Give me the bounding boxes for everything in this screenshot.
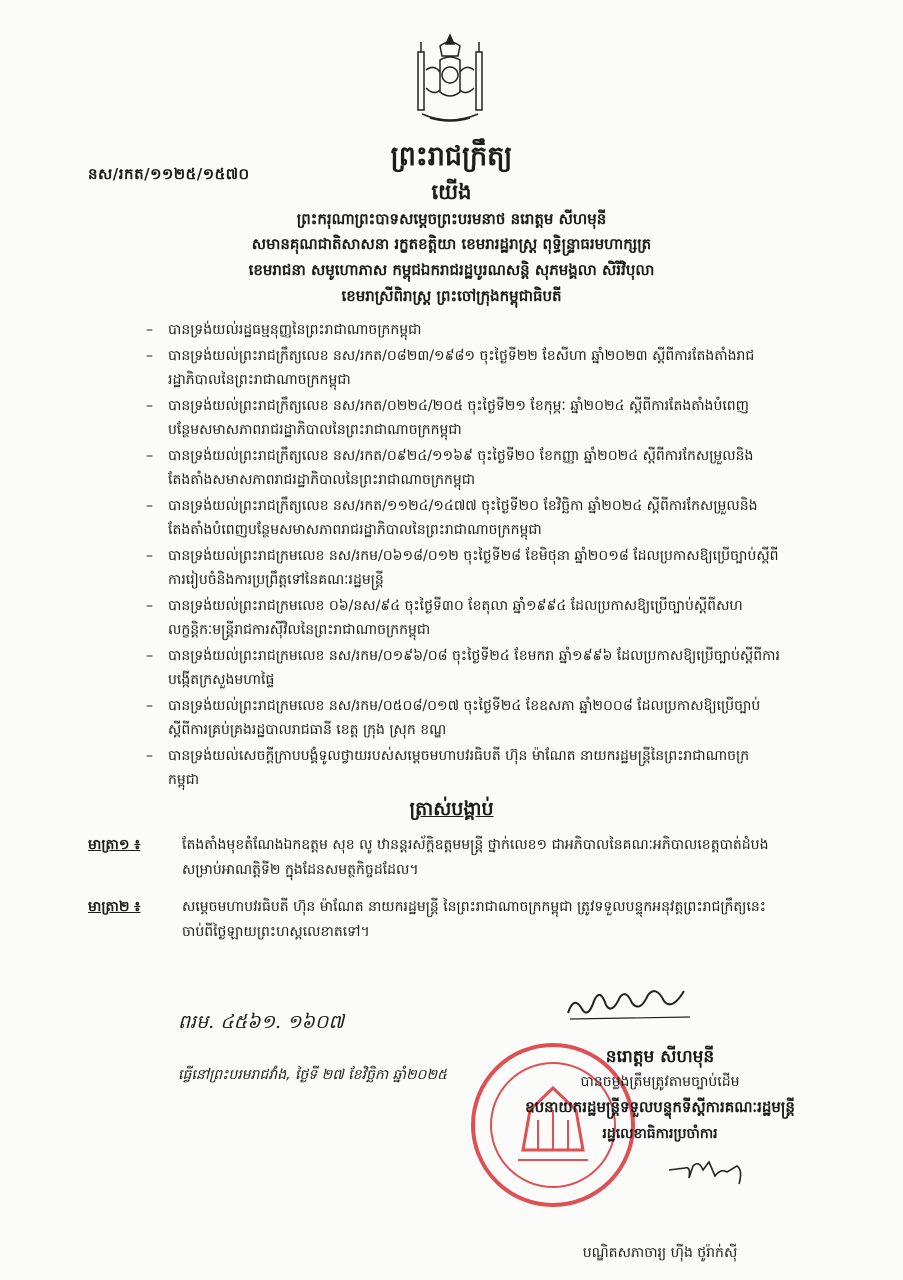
article-text: តែងតាំងមុខតំណែងឯកឧត្តម សុខ លូ ឋានន្តរស័ក្តិឧត្តមមន្ត្រី ថ្នាក់លេខ១ ជាអភិបាលនៃគណៈអភិបាលខេត្តបាត់ដំបង សម្រាប់អាណត្តិទី២ ក្នុងដែនសមត្ថកិច្ចដដែល។ [182, 837, 769, 878]
king-name: នរោត្តម សីហមុនី [605, 1047, 715, 1067]
preamble-item: – បានទ្រង់យល់ព្រះរាជក្រឹត្យលេខ នស/រកត/០២២៤/២០៥ ចុះថ្ងៃទី២១ ខែកុម្ភៈ ឆ្នាំ២០២៤ ស្តីពីការតែងតាំងបំពេញបន្ថែមសមាសភាពរាជរដ្ឋាភិបាលនៃព្រះរាជាណាចក្រកម្ពុជា [140, 394, 780, 442]
royal-arms-emblem-icon [400, 30, 500, 130]
king-title-line: ខេមរាស្រីពិរាស្ត្រ ព្រះចៅក្រុងកម្ពុជាធិបតី [341, 287, 562, 305]
subtitle: យើង [431, 180, 472, 204]
king-title-line: ព្រះករុណាព្រះបាទសម្តេចព្រះបរមនាថ នរោត្តម សីហមុនី [296, 210, 607, 228]
certified-copy-line: បានចម្លងត្រឹមត្រូវតាមច្បាប់ដើម [580, 1074, 740, 1090]
signer-name: បណ្ឌិតសភាចារ្យ ហ៊ីង ថូរ៉ាក់ស៊ី [582, 1245, 738, 1261]
preamble-item: – បានទ្រង់យល់ព្រះរាជក្រឹត្យលេខ នស/រកត/០៨២៣/១៩៨១ ចុះថ្ងៃទី២២ ខែសីហា ឆ្នាំ២០២៣ ស្តីពីការតែងតាំងរាជរដ្ឋាភិបាលនៃព្រះរាជាណាចក្រកម្ពុជា [140, 344, 780, 392]
signer-office-line: ឧបនាយករដ្ឋមន្ត្រីទទួលបន្ទុកទីស្តីការគណៈរដ្ឋមន្ត្រី [525, 1098, 795, 1116]
preamble-item: – បានទ្រង់យល់ព្រះរាជក្រមលេខ នស/រកម/០១៩៦/០៨ ចុះថ្ងៃទី២៤ ខែមករា ឆ្នាំ១៩៩៦ ដែលប្រកាសឱ្យប្រើច្បាប់ស្តីពីការបង្កើតក្រសួងមហាផ្ទៃ [140, 644, 780, 692]
preamble-item: – បានទ្រង់យល់ព្រះរាជក្រមលេខ នស/រកម/០៥០៨/០១៧ ចុះថ្ងៃទី២៤ ខែឧសភា ឆ្នាំ២០០៨ ដែលប្រកាសឱ្យប្រើច្បាប់ស្តីពីការគ្រប់គ្រងរដ្ឋបាលរាជធានី ខេត្ត ក្រុង ស្រុក ខណ្ឌ [140, 694, 780, 742]
secretary-signature [665, 1148, 755, 1198]
preamble-item: – បានទ្រង់យល់សេចក្តីក្រាបបង្គំទូលថ្វាយរបស់សម្តេចមហាបវរធិបតី ហ៊ុន ម៉ាណែត នាយករដ្ឋមន្ត្រីនៃព្រះរាជាណាចក្រកម្ពុជា [140, 744, 780, 792]
handwritten-note: ពរម. ៤៥៦១. ១៦០៧ [178, 1011, 344, 1033]
preamble-item: – បានទ្រង់យល់ព្រះរាជក្រឹត្យលេខ នស/រកត/០៩២៤/១១៦៩ ចុះថ្ងៃទី២០ ខែកញ្ញា ឆ្នាំ២០២៤ ស្តីពីការកែសម្រួលនិងតែងតាំងសមាសភាពរាជរដ្ឋាភិបាលនៃព្រះរាជាណាចក្រកម្ពុជា [140, 444, 780, 492]
preamble-item: – បានទ្រង់យល់ព្រះរាជក្រមលេខ ០៦/នស/៩៤ ចុះថ្ងៃទី៣០ ខែតុលា ឆ្នាំ១៩៩៤ ដែលប្រកាសឱ្យប្រើច្បាប់ស្តីពីសហលក្ខន្តិកៈមន្ត្រីរាជការស៊ីវិលនៃព្រះរាជាណាចក្រកម្ពុជា [140, 594, 780, 642]
page-title: ព្រះរាជក្រឹត្យ [390, 141, 513, 172]
king-title-line: ខេមរាជនា សមូហោភាស កម្ពុជឯករាជរដ្ឋបូរណសន្តិ សុភមង្គលា សិរីវិបុលា [248, 261, 655, 279]
signer-title-line: រដ្ឋលេខាធិការប្រចាំការ [602, 1126, 718, 1142]
article-label: មាត្រា២ ៖ [88, 899, 141, 915]
article-label: មាត្រា១ ៖ [88, 837, 141, 853]
article-1 [88, 833, 788, 883]
preamble-item: – បានទ្រង់យល់រដ្ឋធម្មនុញ្ញនៃព្រះរាជាណាចក្រកម្ពុជា [140, 318, 780, 342]
preamble-item: – បានទ្រង់យល់ព្រះរាជក្រឹត្យលេខ នស/រកត/១១២៤/១៤៧៧ ចុះថ្ងៃទី២០ ខែវិច្ឆិកា ឆ្នាំ២០២៤ ស្តីពីការកែសម្រួលនិងតែងតាំងបំពេញបន្ថែមសមាសភាពរាជរដ្ឋាភិបាលនៃព្រះរាជាណាចក្រកម្ពុជា [140, 494, 780, 542]
decree-heading: ត្រាស់បង្គាប់ [409, 798, 494, 820]
king-signature [560, 975, 700, 1025]
king-title-line: សមានគុណជាតិសាសនា រក្ខតខត្តិយា ខេមរារដ្ឋរាស្ត្រ ពុទ្ធិន្ទ្រាធរមហាក្សត្រ [251, 235, 652, 253]
reference-number: នស/រកត/១១២៥/១៥៧០ [88, 165, 250, 183]
preamble-item: – បានទ្រង់យល់ព្រះរាជក្រមលេខ នស/រកម/០៦១៨/០១២ ចុះថ្ងៃទី២៨ ខែមិថុនា ឆ្នាំ២០១៨ ដែលប្រកាសឱ្យប្រើច្បាប់ស្តីពីការរៀបចំនិងការប្រព្រឹត្តទៅនៃគណៈរដ្ឋមន្ត្រី [140, 544, 780, 592]
article-text: សម្តេចមហាបវរធិបតី ហ៊ុន ម៉ាណែត នាយករដ្ឋមន្ត្រី នៃព្រះរាជាណាចក្រកម្ពុជា ត្រូវទទួលបន្ទុកអនុវត្តព្រះរាជក្រឹត្យនេះ ចាប់ពីថ្ងៃឡាយព្រះហស្តលេខាតទៅ។ [182, 899, 766, 940]
article-2 [88, 895, 788, 945]
preamble-list [140, 318, 780, 794]
place-date: ធ្វើនៅព្រះបរមរាជវាំង, ថ្ងៃទី ២៧ ខែវិច្ឆិកា ឆ្នាំ២០២៥ [178, 1067, 447, 1083]
